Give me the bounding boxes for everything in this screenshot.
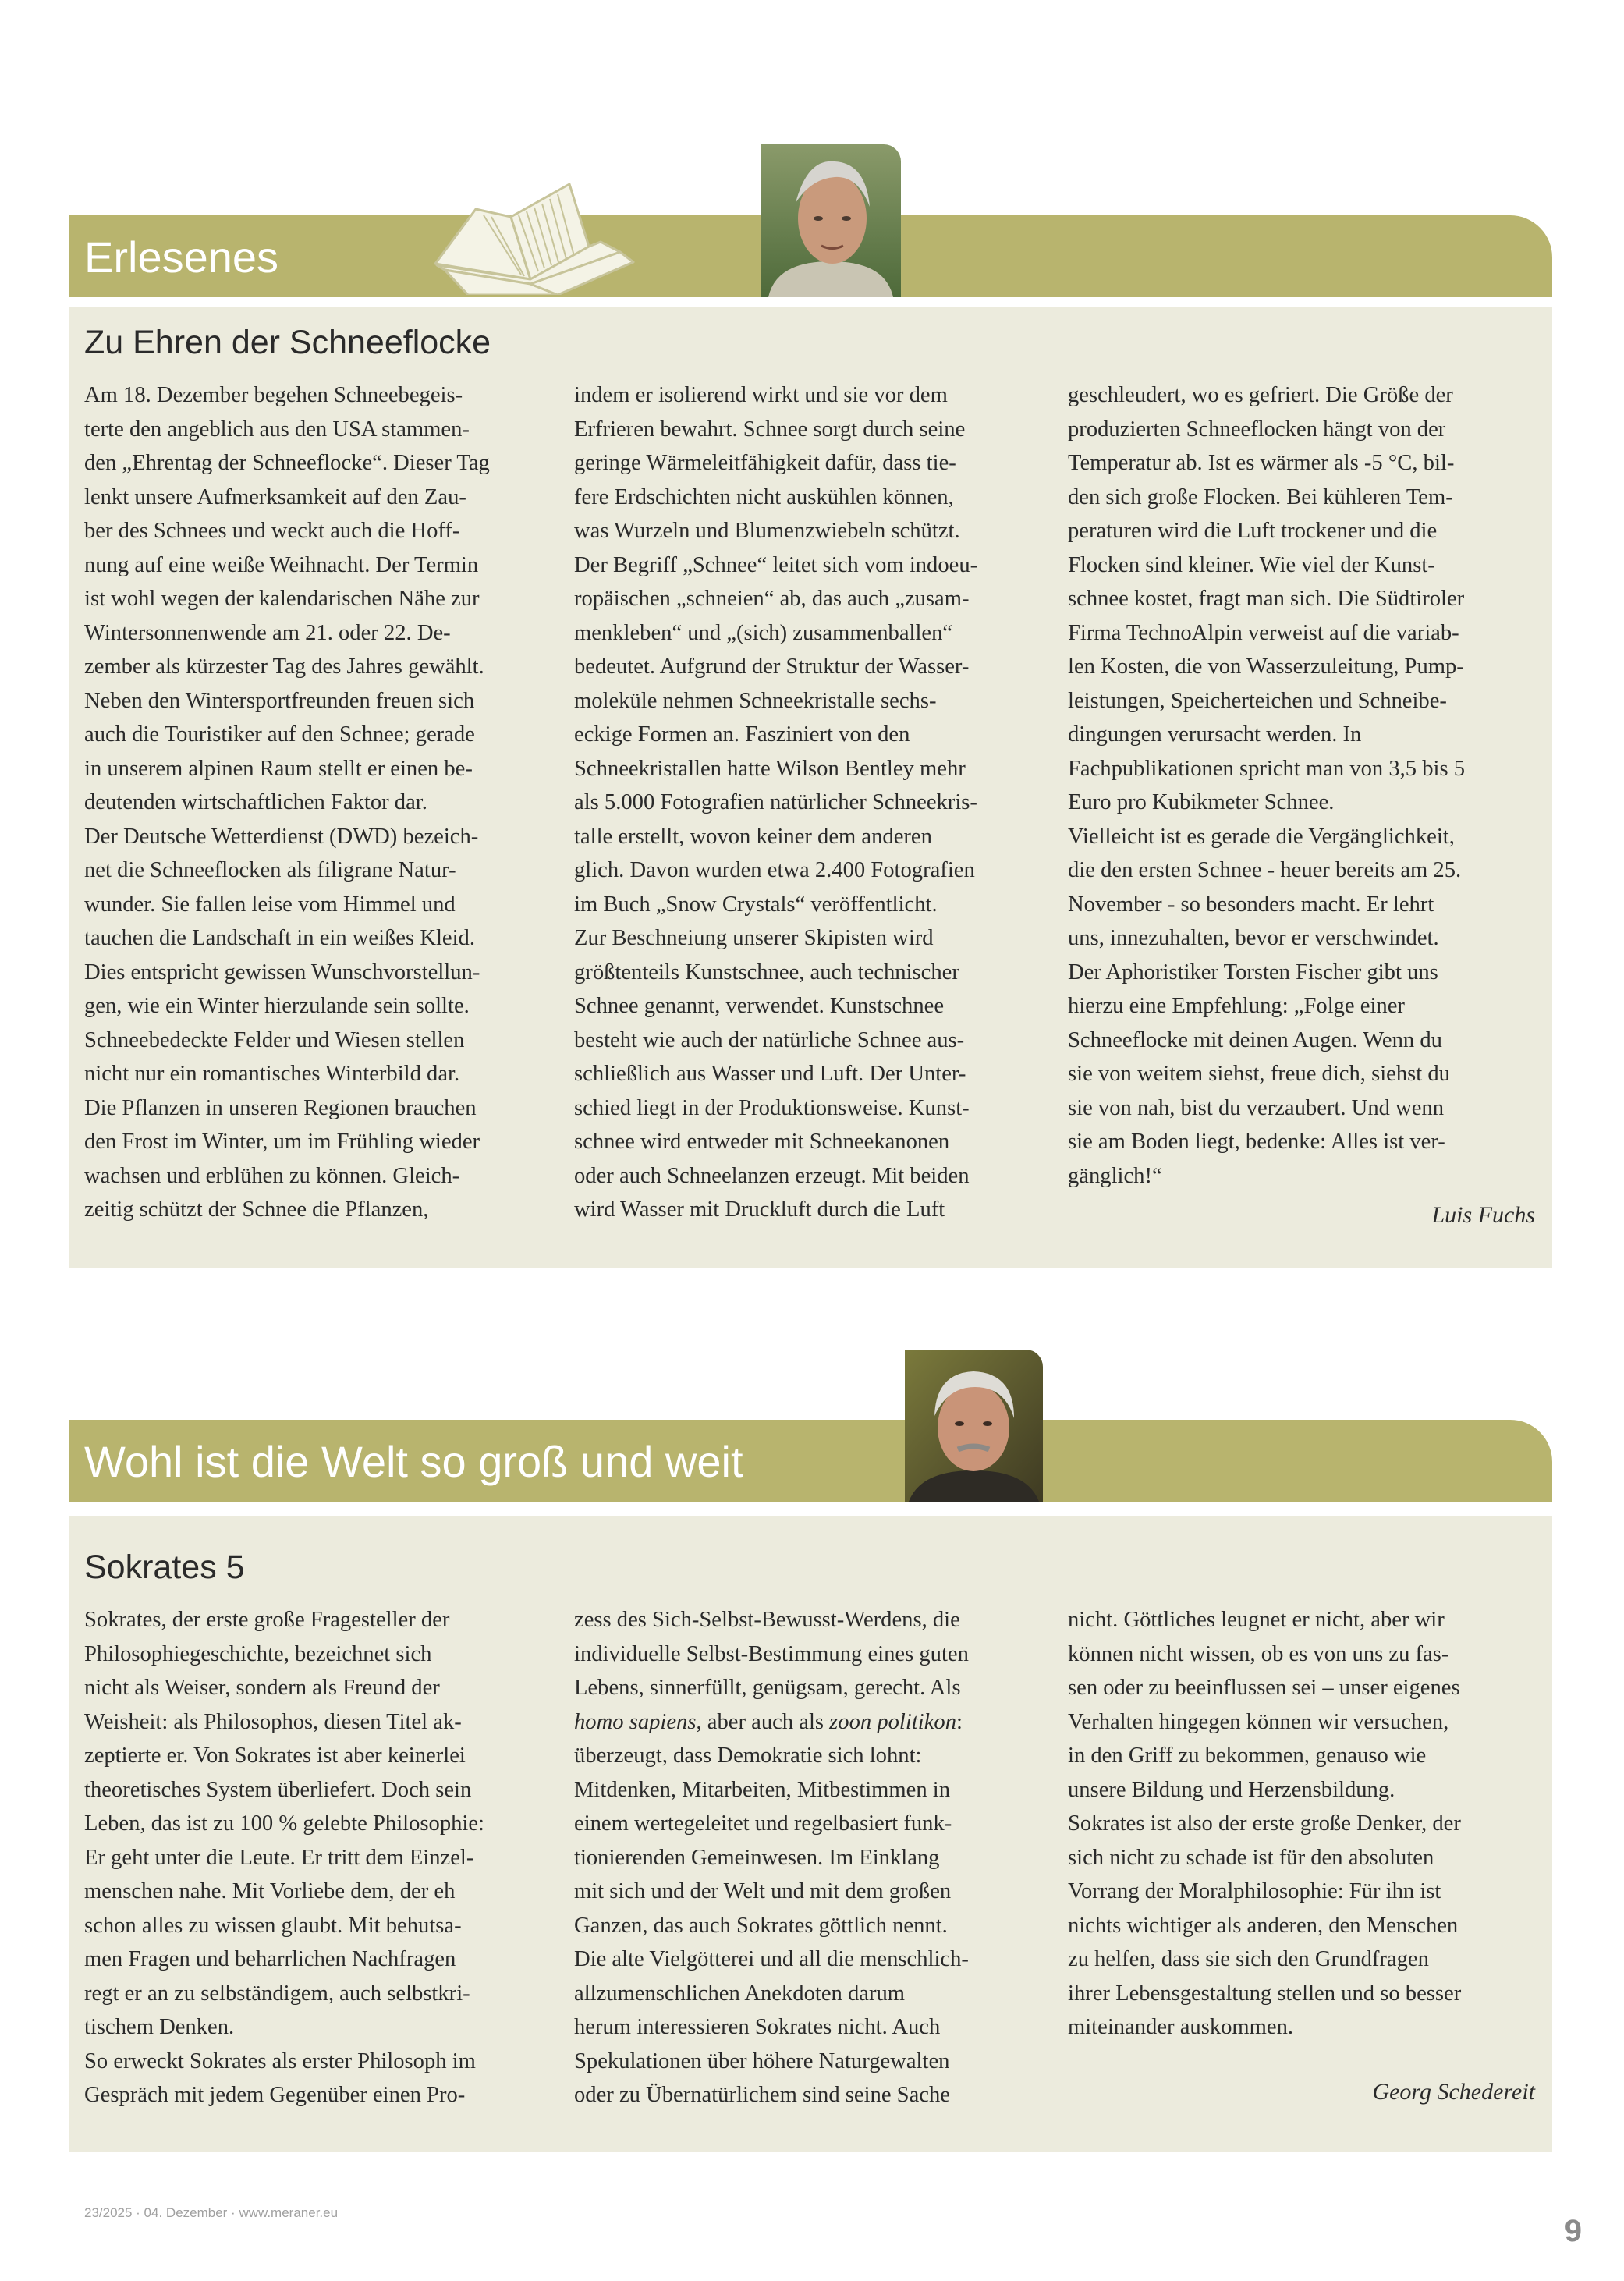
text-line: glich. Davon wurden etwa 2.400 Fotografien [574,858,975,882]
text-line: sie am Boden liegt, bedenke: Alles ist ver- [1068,1130,1445,1154]
author-photo-georg-schedereit [905,1350,1043,1502]
text-line: Philosophiegeschichte, bezeichnet sich [84,1641,432,1666]
text-line: Dies entspricht gewissen Wunschvorstellun- [84,960,480,984]
article-column-2 [574,378,1042,1244]
text-line: zeptierte er. Von Sokrates ist aber keinerlei [84,1744,466,1768]
text-line: herum interessieren Sokrates nicht. Auch [574,2015,941,2039]
text-line: len Kosten, die von Wasserzuleitung, Pump- [1068,655,1464,679]
text-line: nicht als Weiser, sondern als Freund der [84,1676,440,1700]
article-panel-schneeflocke [69,307,1552,1268]
text-line: einem wertegeleitet und regelbasiert funk- [574,1811,952,1836]
text-line: Schneebedeckte Felder und Wiesen stellen [84,1027,465,1052]
section-title: Wohl ist die Welt so groß und weit [84,1437,743,1486]
text-line: wachsen und erblühen zu können. Gleich- [84,1163,460,1188]
text-line: die den ersten Schnee - heuer bereits am 25. [1068,858,1462,882]
text-line: Zur Beschneiung unserer Skipisten wird [574,926,934,950]
text-line: nichts wichtiger als anderen, den Menschen [1068,1913,1459,1938]
text-line: deutenden wirtschaftlichen Faktor dar. [84,790,427,814]
article-column-3 [1068,1603,1536,2118]
text-line: dingungen verursacht werden. In [1068,722,1362,747]
article-column-1 [84,378,552,1244]
text-line: oder auch Schneelanzen erzeugt. Mit beiden [574,1163,970,1188]
text-line: tischem Denken. [84,2015,235,2039]
text-line: den sich große Flocken. Bei kühleren Tem- [1068,484,1453,509]
text-line: Er geht unter die Leute. Er tritt dem Einzel- [84,1845,474,1870]
text-line: Lebens, sinnerfüllt, genügsam, gerecht. Als [574,1676,961,1700]
text-line: Temperatur ab. Ist es wärmer als -5 °C, bil- [1068,451,1455,475]
text-line: zess des Sich-Selbst-Bewusst-Werdens, die [574,1608,960,1632]
text-line: unsere Bildung und Herzensbildung. [1068,1777,1395,1802]
text-line: Der Aphoristiker Torsten Fischer gibt uns [1068,960,1438,984]
text-line: Gespräch mit jedem Gegenüber einen Pro- [84,2083,466,2107]
text-line: talle erstellt, wovon keiner dem anderen [574,824,932,849]
text-line: tionierenden Gemeinwesen. Im Einklang [574,1845,940,1870]
text-line: terte den angeblich aus den USA stammen- [84,417,470,442]
text-line: lenkt unsere Aufmerksamkeit auf den Zau- [84,484,466,509]
text-line: peraturen wird die Luft trockener und die [1068,519,1438,543]
text-line: Flocken sind kleiner. Wie viel der Kunst- [1068,552,1435,577]
text-line: Spekulationen über höhere Naturgewalten [574,2049,950,2073]
section-title: Erlesenes [84,232,279,282]
text-line: ber des Schnees und weckt auch die Hoff- [84,519,460,543]
text-line: gänglich!“ [1068,1163,1162,1188]
text-line: Neben den Wintersportfreunden freuen sich [84,688,475,713]
text-line: ist wohl wegen der kalendarischen Nähe zur [84,587,480,611]
text-line: Schneeflocke mit deinen Augen. Wenn du [1068,1027,1442,1052]
text-line: gen, wie ein Winter hierzulande sein sollte. [84,994,470,1018]
open-book-icon [421,178,640,295]
article-title: Sokrates 5 [84,1548,245,1586]
text-line: sen oder zu beeinflussen sei – unser eigenes [1068,1676,1460,1700]
text-line: Euro pro Kubikmeter Schnee. [1068,790,1335,814]
text-line: schnee wird entweder mit Schneekanonen [574,1130,950,1154]
text-line: homo sapiens, aber auch als zoon politikon: [574,1709,963,1734]
text-line: auch die Touristiker auf den Schnee; gerade [84,722,475,747]
text-line: zeitig schützt der Schnee die Pflanzen, [84,1197,429,1222]
text-line: nung auf eine weiße Weihnacht. Der Termin [84,552,479,577]
text-line: sich nicht zu schade ist für den absoluten [1068,1845,1434,1870]
text-line: nicht nur ein romantisches Winterbild dar. [84,1062,460,1086]
text-line: net die Schneeflocken als filigrane Natur- [84,858,456,882]
text-line: den Frost im Winter, um im Frühling wieder [84,1130,480,1154]
article-panel-sokrates [69,1516,1552,2152]
text-line: Weisheit: als Philosophos, diesen Titel ak- [84,1709,462,1734]
text-line: im Buch „Snow Crystals“ veröffentlicht. [574,892,938,917]
text-line: regt er an zu selbständigem, auch selbstkri- [84,1981,470,2006]
text-line: indem er isolierend wirkt und sie vor dem [574,383,948,407]
text-line: uns, innezuhalten, bevor er verschwindet. [1068,926,1439,950]
text-line: Mitdenken, Mitarbeiten, Mitbestimmen in [574,1777,951,1802]
text-line: den „Ehrentag der Schneeflocke“. Dieser Tag [84,451,490,475]
text-line: Am 18. Dezember begehen Schneebegeis- [84,383,463,407]
text-line: leistungen, Speicherteichen und Schneibe- [1068,688,1447,713]
text-line: Firma TechnoAlpin verweist auf die variab- [1068,620,1459,645]
text-line: Verhalten hingegen können wir versuchen, [1068,1709,1449,1734]
text-line: Sokrates ist also der erste große Denker, der [1068,1811,1461,1836]
text-line: schied liegt in der Produktionsweise. Kunst- [574,1095,970,1120]
text-line: größtenteils Kunstschnee, auch technischer [574,960,959,984]
article-column-2 [574,1603,1042,2118]
text-line: Schneekristallen hatte Wilson Bentley mehr [574,756,966,781]
article-column-1 [84,1603,552,2118]
text-line: wird Wasser mit Druckluft durch die Luft [574,1197,945,1222]
text-line: Die alte Vielgötterei und all die menschlich- [574,1947,969,1971]
text-line: theoretisches System überliefert. Doch sein [84,1777,472,1802]
text-line: Fachpublikationen spricht man von 3,5 bis 5 [1068,756,1466,781]
text-line: schließlich aus Wasser und Luft. Der Unter- [574,1062,966,1086]
text-line: zember als kürzester Tag des Jahres gewählt. [84,655,484,679]
author-photo-luis-fuchs [761,144,901,297]
text-line: geschleudert, wo es gefriert. Die Größe der [1068,383,1453,407]
text-line: wunder. Sie fallen leise vom Himmel und [84,892,456,917]
text-line: menkleben“ und „(sich) zusammenballen“ [574,620,953,645]
text-line: produzierten Schneeflocken hängt von der [1068,417,1446,442]
page-number: 9 [1564,2214,1582,2248]
text-line: in den Griff zu bekommen, genauso wie [1068,1744,1427,1768]
text-line: menschen nahe. Mit Vorliebe dem, der eh [84,1879,456,1903]
text-line: Leben, das ist zu 100 % gelebte Philosophie: [84,1811,484,1836]
text-line: tauchen die Landschaft in ein weißes Kleid. [84,926,476,950]
text-line: als 5.000 Fotografien natürlicher Schneekris- [574,790,977,814]
text-line: Sokrates, der erste große Fragesteller der [84,1608,450,1632]
text-line: miteinander auskommen. [1068,2015,1294,2039]
text-line: oder zu Übernatürlichem sind seine Sache [574,2083,950,2107]
text-line: schnee kostet, fragt man sich. Die Südtiroler [1068,587,1465,611]
text-line: zu helfen, dass sie sich den Grundfragen [1068,1947,1429,1971]
text-line: überzeugt, dass Demokratie sich lohnt: [574,1744,922,1768]
text-line: bedeutet. Aufgrund der Struktur der Wasser- [574,655,970,679]
text-line: eckige Formen an. Fasziniert von den [574,722,910,747]
text-line: November - so besonders macht. Er lehrt [1068,892,1434,917]
text-line: Wintersonnenwende am 21. oder 22. De- [84,620,451,645]
text-line: Ganzen, das auch Sokrates göttlich nennt. [574,1913,948,1938]
text-line: So erweckt Sokrates als erster Philosoph im [84,2049,476,2073]
text-line: Erfrieren bewahrt. Schnee sorgt durch seine [574,417,966,442]
text-line: fere Erdschichten nicht auskühlen können, [574,484,954,509]
text-line: was Wurzeln und Blumenzwiebeln schützt. [574,519,960,543]
text-line: individuelle Selbst-Bestimmung eines guten [574,1641,969,1666]
text-line: mit sich und der Welt und mit dem großen [574,1879,952,1903]
text-line: nicht. Göttliches leugnet er nicht, aber wir [1068,1608,1445,1632]
text-line: können nicht wissen, ob es von uns zu fas- [1068,1641,1449,1666]
article-column-3 [1068,378,1536,1244]
text-line: Der Begriff „Schnee“ leitet sich vom indoeu- [574,552,978,577]
text-line: schon alles zu wissen glaubt. Mit behutsa- [84,1913,462,1938]
text-line: sie von weitem siehst, freue dich, siehst du [1068,1062,1450,1086]
article-author: Luis Fuchs [1431,1202,1535,1228]
footer-issue-info: 23/2025 · 04. Dezember · www.meraner.eu [84,2205,339,2220]
text-line: men Fragen und beharrlichen Nachfragen [84,1947,456,1971]
article-author: Georg Schedereit [1372,2079,1535,2105]
text-line: moleküle nehmen Schneekristalle sechs- [574,688,937,713]
section-header-welt [69,1420,1552,1502]
text-line: Vorrang der Moralphilosophie: Für ihn ist [1068,1879,1441,1903]
text-line: hierzu eine Empfehlung: „Folge einer [1068,994,1405,1018]
text-line: geringe Wärmeleitfähigkeit dafür, dass tie- [574,451,956,475]
text-line: Schnee genannt, verwendet. Kunstschnee [574,994,945,1018]
text-line: in unserem alpinen Raum stellt er einen be- [84,756,473,781]
text-line: ropäischen „schneien“ ab, das auch „zusam- [574,587,970,611]
text-line: Vielleicht ist es gerade die Vergänglichkeit, [1068,824,1455,849]
text-line: sie von nah, bist du verzaubert. Und wenn [1068,1095,1445,1120]
text-line: allzumenschlichen Anekdoten darum [574,1981,906,2006]
text-line: besteht wie auch der natürliche Schnee aus- [574,1027,965,1052]
article-title: Zu Ehren der Schneeflocke [84,324,491,361]
text-line: ihrer Lebensgestaltung stellen und so besser [1068,1981,1462,2006]
text-line: Die Pflanzen in unseren Regionen brauchen [84,1095,477,1120]
text-line: Der Deutsche Wetterdienst (DWD) bezeich- [84,824,479,849]
